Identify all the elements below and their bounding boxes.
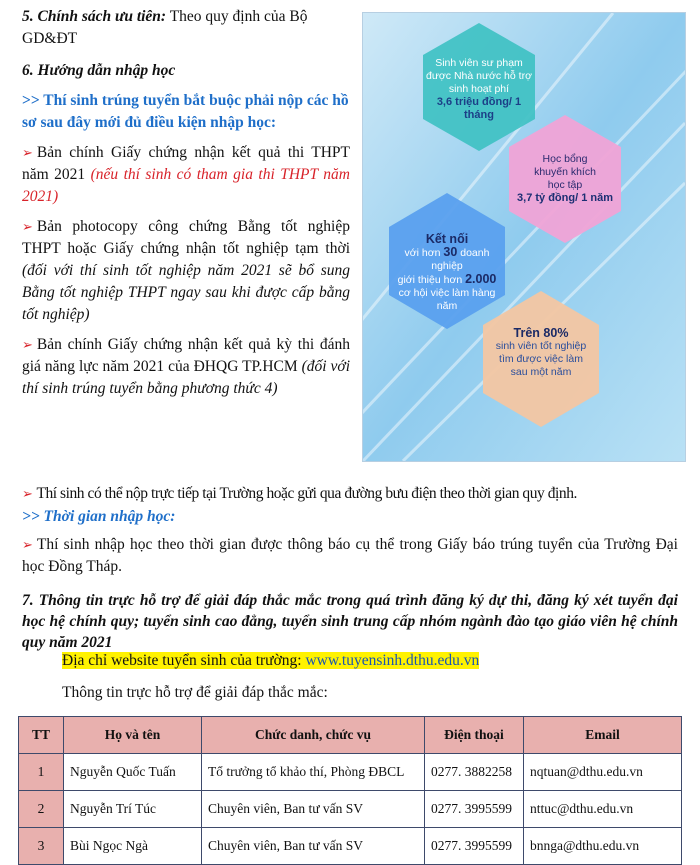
hex4-text (483, 327, 599, 379)
hex2-line2: khuyến khích (534, 166, 596, 178)
website-link[interactable]: www.tuyensinh.dthu.edu.vn (305, 652, 480, 669)
cell-email: bnnga@dthu.edu.vn (524, 828, 682, 865)
cell-email: nqtuan@dthu.edu.vn (524, 754, 682, 791)
cell-name: Nguyễn Quốc Tuấn (64, 754, 202, 791)
info-poster (362, 12, 686, 462)
section-7-heading: 7. Thông tin trực hỗ trợ để giải đáp thắc mắc trong quá trình đăng ký dự thi, đăng ký xét tuyển đại học hệ chính quy; tuyển sinh cao đẳng, tuyển sinh trung cấp nhóm ngành đào tạo giáo viên hệ chính quy năm 2021 (22, 591, 678, 651)
cell-phone: 0277. 3882258 (425, 754, 524, 791)
website-highlight (62, 652, 479, 669)
hex1-line1: Sinh viên sư phạm (435, 57, 523, 69)
enrollment-time-line (22, 534, 678, 578)
hex3-title: Kết nối (425, 232, 469, 246)
hex4-line3: sau một năm (510, 366, 572, 378)
hex3-line1-a: với hơn (404, 247, 444, 259)
hex3-line2 (389, 273, 505, 287)
header-phone: Điện thoại (425, 717, 524, 754)
arrow-bullet-icon: ➢ (22, 536, 33, 552)
left-column (22, 6, 350, 400)
cell-tt: 2 (19, 791, 64, 828)
table-row (19, 754, 682, 791)
cell-name: Bùi Ngọc Ngà (64, 828, 202, 865)
cell-phone: 0277. 3995599 (425, 828, 524, 865)
cell-position: Chuyên viên, Ban tư vấn SV (202, 828, 425, 865)
hex2-text (509, 153, 621, 205)
cell-name: Nguyễn Trí Túc (64, 791, 202, 828)
header-email: Email (524, 717, 682, 754)
submission-line (22, 483, 678, 505)
support-intro: Thông tin trực hỗ trợ để giải đáp thắc mắc: (62, 684, 328, 701)
hex3-line2-number: 2.000 (465, 272, 497, 286)
support-contacts-table (18, 716, 682, 865)
arrow-bullet-icon: ➢ (22, 485, 33, 501)
header-tt: TT (19, 717, 64, 754)
hex2-value: 3,7 tỷ đồng/ 1 năm (517, 192, 613, 204)
section-6-heading: 6. Hướng dẫn nhập học (22, 62, 176, 79)
table-row (19, 828, 682, 865)
section-5-text: Theo quy định của Bộ GD&ĐT (22, 8, 308, 47)
item-2-text: Bản photocopy công chứng Bằng tốt nghiệp THPT hoặc Giấy chứng nhận tốt nghiệp tạm thời (22, 218, 350, 257)
requirement-item-1 (22, 142, 350, 208)
cell-tt: 3 (19, 828, 64, 865)
hex3-line2-a: giới thiệu hơn (397, 274, 466, 286)
submission-text: Thí sinh có thể nộp trực tiếp tại Trường hoặc gửi qua đường bưu điện theo thời gian quy định. (36, 484, 577, 502)
item-3-text: Bản chính Giấy chứng nhận kết quả kỳ thi đánh giá năng lực năm 2021 của ĐHQG TP.HCM (22, 336, 350, 375)
hex2-line1: Học bổng (542, 153, 588, 165)
cell-tt: 1 (19, 754, 64, 791)
item-1-text: Bản chính Giấy chứng nhận kết quả thi THPT năm 2021 (22, 144, 350, 183)
table-header-row (19, 717, 682, 754)
hex3-line1-number: 30 (443, 245, 458, 259)
hex4-title: Trên 80% (513, 326, 569, 340)
hex2-line3: học tập (547, 179, 583, 191)
cell-position: Chuyên viên, Ban tư vấn SV (202, 791, 425, 828)
table-row (19, 791, 682, 828)
hex4-line2: tìm được việc làm (499, 353, 583, 365)
requirement-item-2 (22, 216, 350, 326)
enrollment-time-heading: >> Thời gian nhập học: (22, 507, 176, 525)
website-label: Địa chỉ website tuyển sinh của trường: (62, 652, 306, 669)
cell-position: Tổ trưởng tổ khảo thí, Phòng ĐBCL (202, 754, 425, 791)
hex3-line3: cơ hội việc làm hàng năm (398, 287, 496, 312)
enrollment-time-text: Thí sinh nhập học theo thời gian được thông báo cụ thể trong Giấy báo trúng tuyển của Trường Đại học Đồng Tháp. (22, 535, 678, 575)
cell-email: nttuc@dthu.edu.vn (524, 791, 682, 828)
hex1-line2: được Nhà nước hỗ trợ (426, 70, 532, 82)
section-6-subheading: >> Thí sinh trúng tuyển bắt buộc phải nộp các hồ sơ sau đây mới đủ điều kiện nhập học: (22, 92, 349, 131)
hex1-line3: sinh hoạt phí (448, 83, 510, 95)
hex4-line1: sinh viên tốt nghiệp (495, 340, 587, 352)
website-line (62, 652, 479, 670)
hex3-text (389, 233, 505, 313)
requirement-item-3 (22, 334, 350, 400)
hex3-line1 (389, 246, 505, 273)
arrow-bullet-icon: ➢ (22, 219, 33, 234)
section-5 (22, 6, 350, 50)
item-3-note: (đối với thí sinh trúng tuyển bằng phương thức 4) (22, 358, 350, 397)
header-position: Chức danh, chức vụ (202, 717, 425, 754)
cell-phone: 0277. 3995599 (425, 791, 524, 828)
hex1-value: 3,6 triệu đồng/ 1 tháng (436, 96, 522, 121)
hex1-text (423, 57, 535, 122)
hex3-line1-c: doanh nghiệp (431, 247, 490, 272)
header-name: Họ và tên (64, 717, 202, 754)
item-2-note: (đối với thí sinh tốt nghiệp năm 2021 sẽ bổ sung Bằng tốt nghiệp THPT ngay sau khi được cấp bằng tốt nghiệp) (22, 262, 350, 323)
arrow-bullet-icon: ➢ (22, 145, 33, 160)
item-1-note: (nếu thí sinh có tham gia thi THPT năm 2021) (22, 166, 350, 205)
arrow-bullet-icon: ➢ (22, 337, 33, 352)
section-5-heading: 5. Chính sách ưu tiên: (22, 8, 167, 25)
